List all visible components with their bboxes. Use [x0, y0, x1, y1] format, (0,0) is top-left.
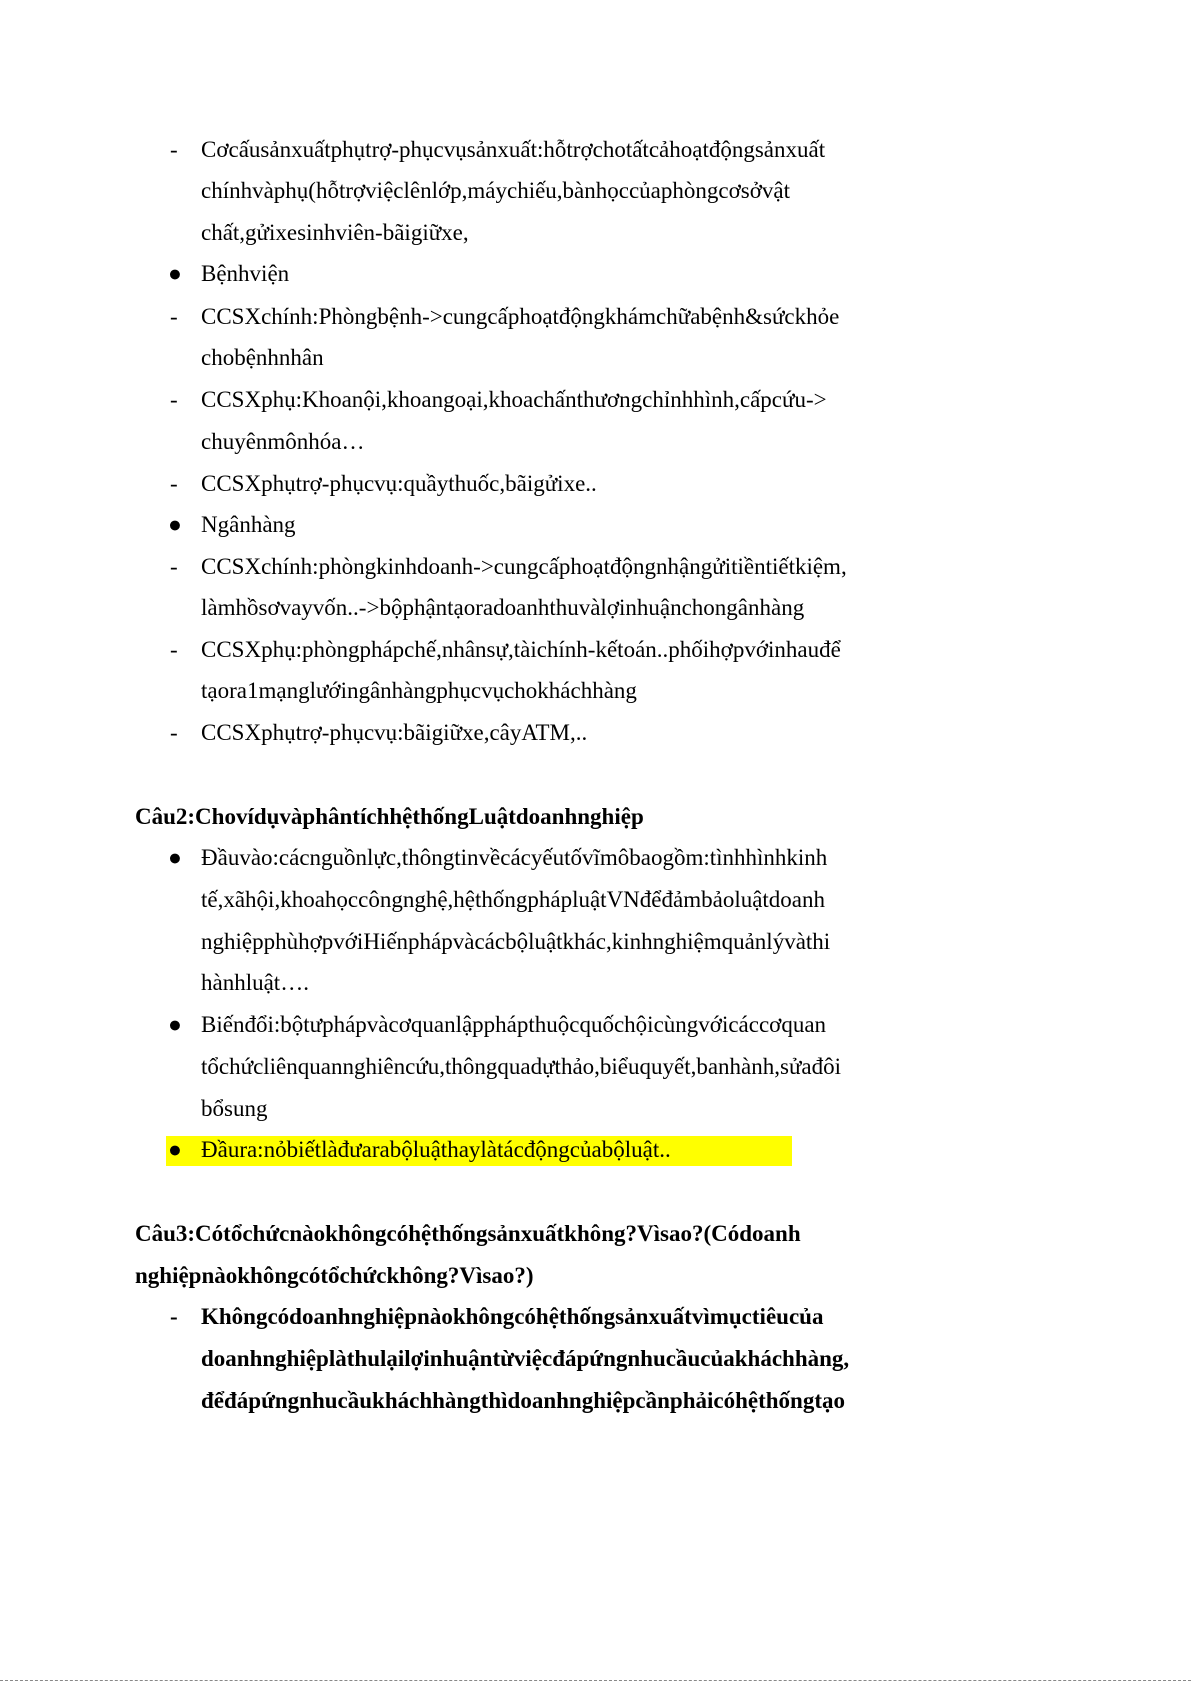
text-line: chuyênmônhóa…	[201, 429, 365, 454]
dash-marker: -	[170, 471, 178, 496]
text-line: bổsung	[201, 1096, 268, 1121]
text-line: nghiệpphùhợpvớiHiếnphápvàcácbộluậtkhác,kinhnghiệmquảnlývàthi	[201, 929, 831, 954]
bullet-marker: ●	[168, 512, 182, 537]
text-line: Cơcấusảnxuấtphụtrợ-phụcvụsảnxuất:hỗtrợchotấtcảhoạtđộngsảnxuất	[201, 137, 826, 162]
question-3-heading: nghiệpnàokhôngcótổchứckhông?Vìsao?)	[135, 1263, 534, 1288]
text-line: CCSXphụ:Khoanội,khoangoại,khoachấnthươngchỉnhhình,cấpcứu->	[201, 387, 827, 412]
dash-marker: -	[170, 554, 178, 579]
text-line: chínhvàphụ(hỗtrợviệclênlớp,máychiếu,bànhọccủaphòngcơsởvật	[201, 178, 790, 203]
text-line: Biếnđổi:bộtưphápvàcơquanlậpphápthuộcquốchộicùngvớicáccơquan	[201, 1012, 827, 1037]
text-line: đểđápứngnhucầukháchhàngthìdoanhnghiệpcầnphảicóhệthốngtạo	[201, 1388, 845, 1413]
text-line: CCSXphụ:phòngphápchế,nhânsự,tàichính-kếtoán..phốihợpvớinhauđể	[201, 637, 841, 662]
list-item-bank: Ngânhàng	[201, 512, 296, 537]
text-line: CCSXphụtrợ-phụcvụ:quầythuốc,bãigửixe..	[201, 471, 597, 496]
highlighted-text-line: Đầura:nỏbiếtlàđưarabộluậthaylàtácđộngcủabộluật..	[201, 1137, 671, 1162]
text-line: CCSXchính:phòngkinhdoanh->cungcấphoạtđộngnhậngửitiềntiếtkiệm,	[201, 554, 847, 579]
dash-marker: -	[170, 137, 178, 162]
page-bottom-edge	[0, 1680, 1191, 1681]
text-line: tổchứcliênquannghiêncứu,thôngquadựthảo,biểuquyết,banhành,sửađôi	[201, 1054, 842, 1079]
text-line: doanhnghiệplàthulạilợinhuậntừviệcđápứngnhucầucủakháchhàng,	[201, 1346, 850, 1371]
text-line: làmhồsơvayvốn..->bộphậntạoradoanhthuvàlợinhuậnchongânhàng	[201, 595, 805, 620]
dash-marker: -	[170, 1304, 178, 1329]
bullet-marker: ●	[168, 845, 182, 870]
list-item-hospital: Bệnhviện	[201, 261, 290, 286]
bullet-marker: ●	[168, 1137, 182, 1162]
question-2-heading: Câu2:ChovídụvàphântíchhệthốngLuậtdoanhnghiệp	[135, 804, 644, 829]
bullet-marker: ●	[168, 1012, 182, 1037]
text-line: tạora1mạnglướingânhàngphụcvụchokháchhàng	[201, 678, 637, 703]
bullet-marker: ●	[168, 261, 182, 286]
text-line: tế,xãhội,khoahọccôngnghệ,hệthốngphápluậtVNđểđảmbảoluậtdoanh	[201, 887, 826, 912]
text-line: chất,gửixesinhviên-bãigiữxe,	[201, 220, 469, 245]
text-line: chobệnhnhân	[201, 345, 324, 370]
text-line: Khôngcódoanhnghiệpnàokhôngcóhệthốngsảnxuấtvìmụctiêucủa	[201, 1304, 824, 1329]
question-3-heading: Câu3:Cótổchứcnàokhôngcóhệthốngsảnxuấtkhông?Vìsao?(Códoanh	[135, 1221, 801, 1246]
dash-marker: -	[170, 720, 178, 745]
dash-marker: -	[170, 637, 178, 662]
text-line: CCSXchính:Phòngbệnh->cungcấphoạtđộngkhámchữabệnh&sứckhỏe	[201, 304, 840, 329]
dash-marker: -	[170, 387, 178, 412]
text-line: CCSXphụtrợ-phụcvụ:bãigiữxe,câyATM,..	[201, 720, 588, 745]
text-line: hànhluật….	[201, 970, 309, 995]
text-line: Đầuvào:cácnguồnlực,thôngtinvềcácyếutốvĩmôbaogồm:tìnhhìnhkinh	[201, 845, 828, 870]
dash-marker: -	[170, 304, 178, 329]
